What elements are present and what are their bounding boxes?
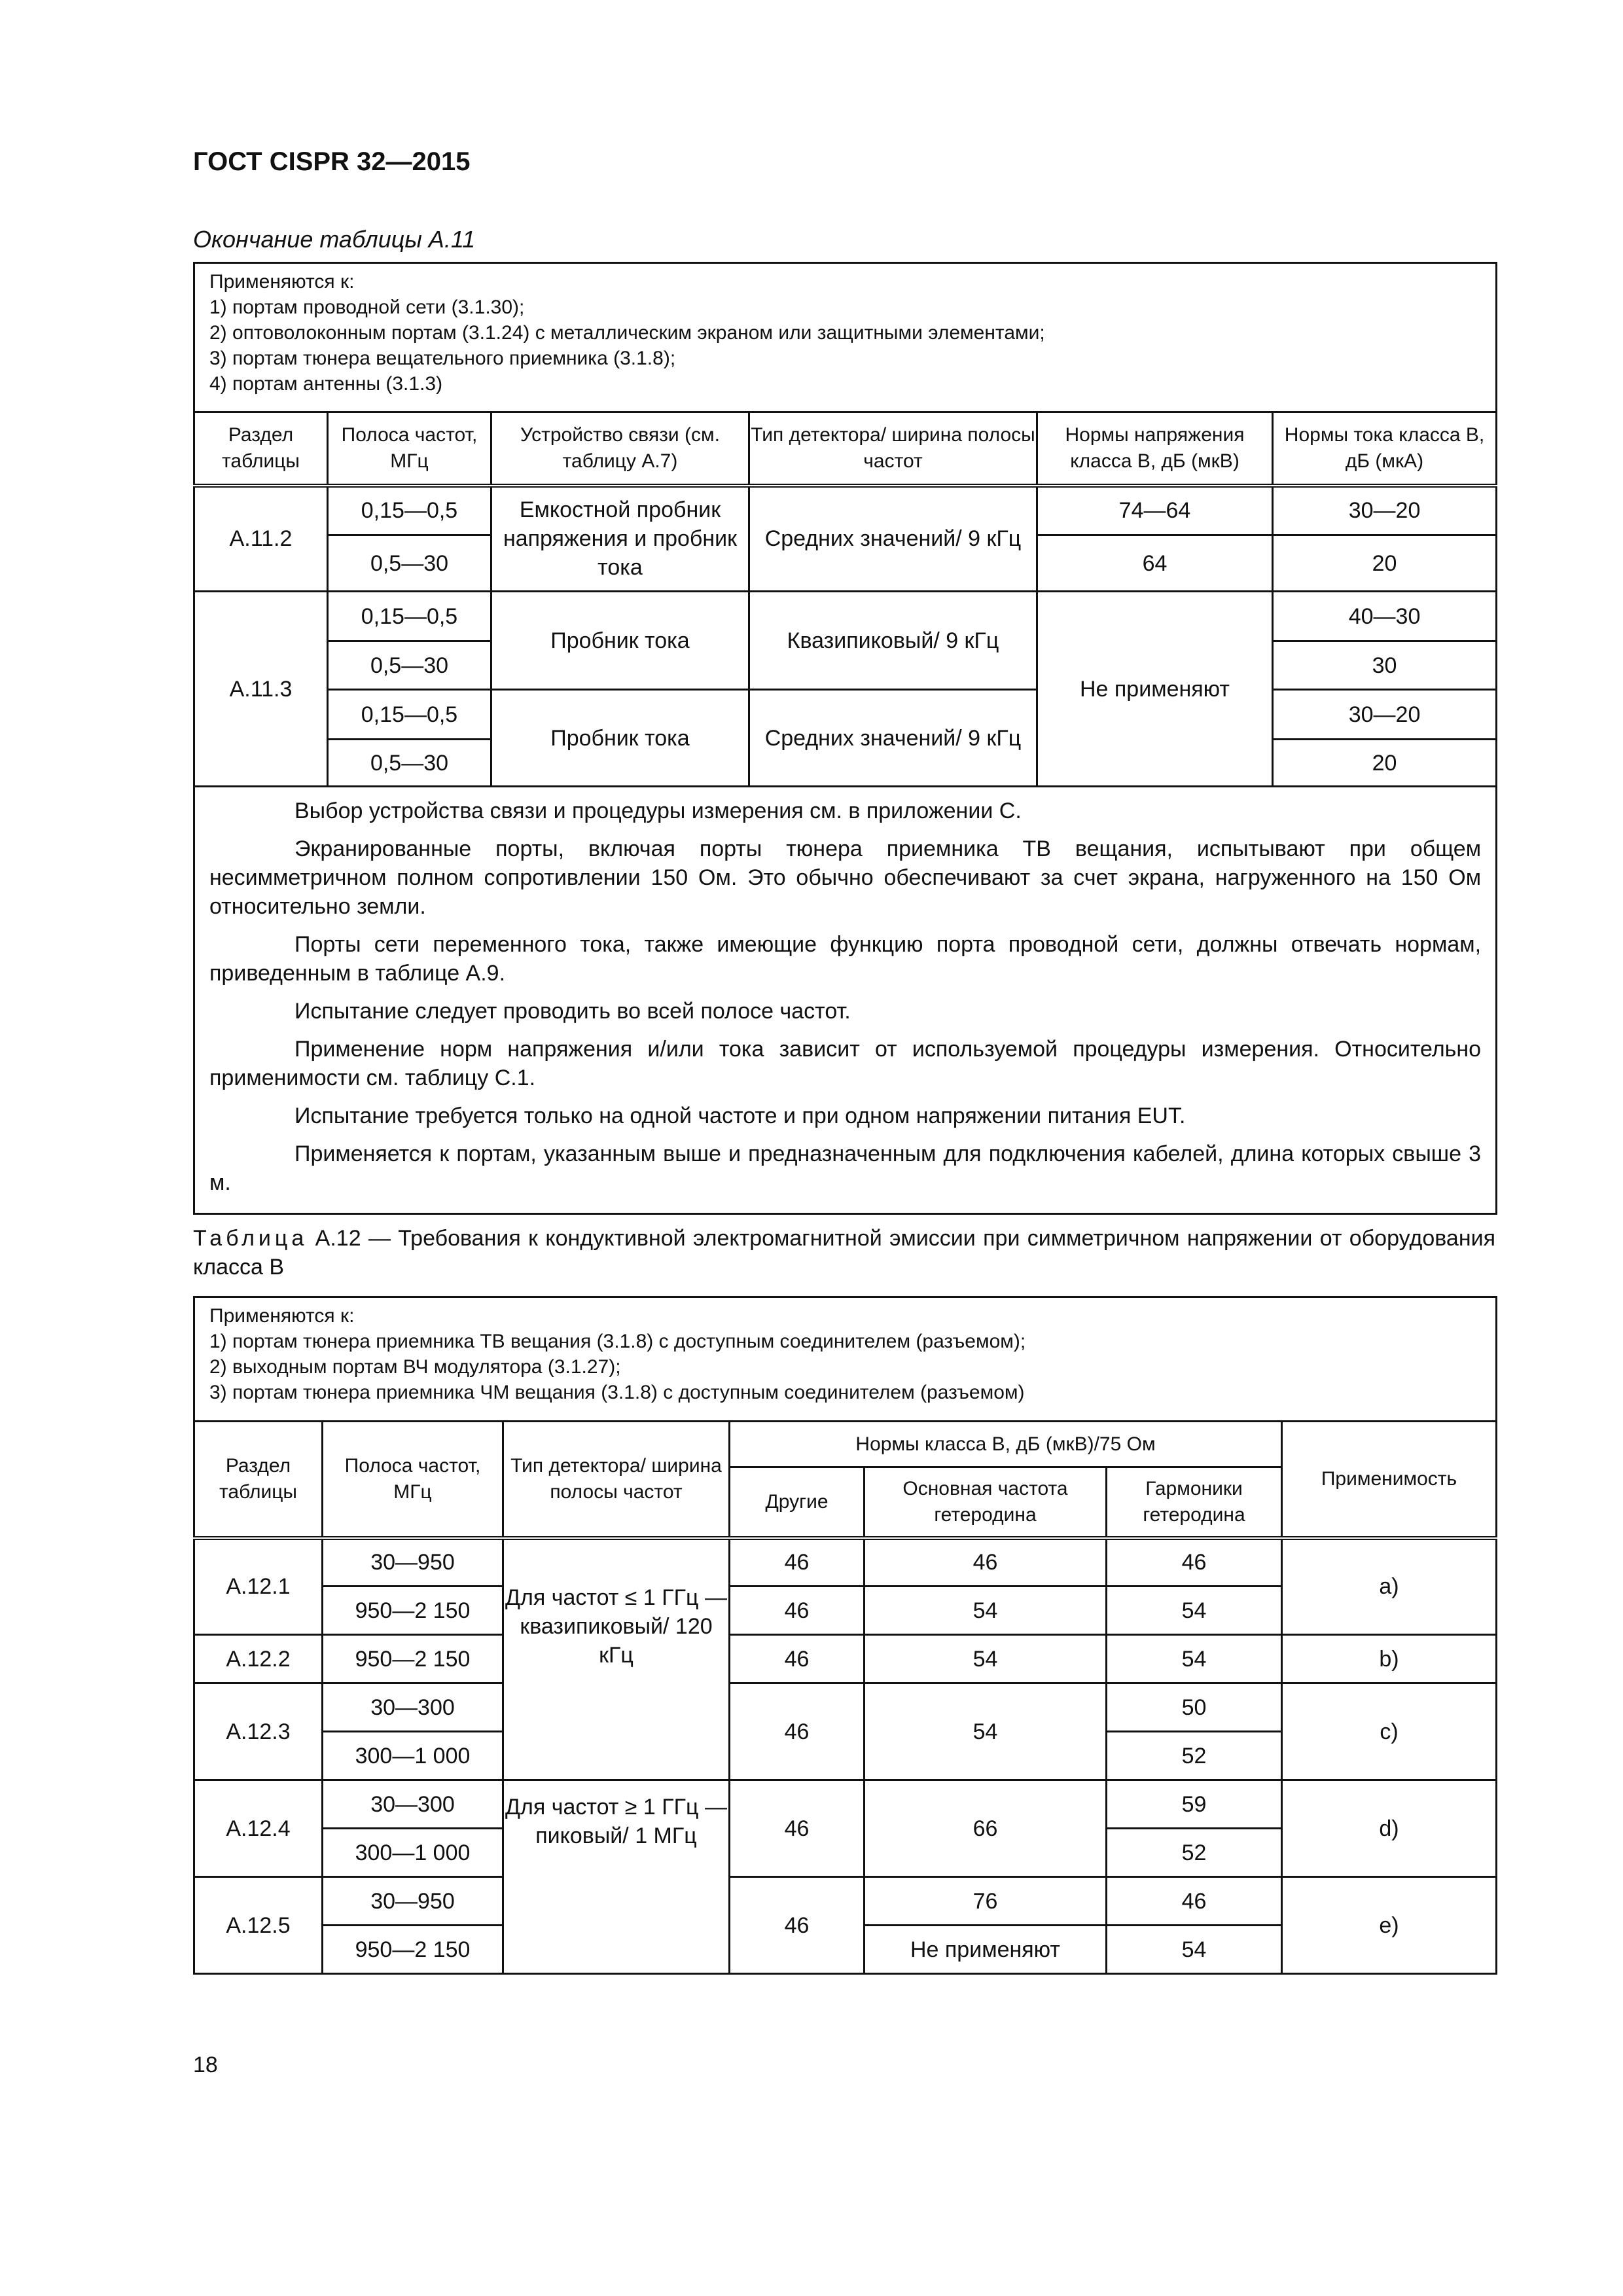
current-cell: 30—20: [1273, 690, 1497, 740]
applies-to-line: Применяются к:: [209, 1305, 355, 1327]
other-cell: 46: [730, 1538, 865, 1587]
column-header-coupling-device: Устройство связи (см. таблицу А.7): [491, 412, 749, 486]
fundamental-cell: 66: [865, 1780, 1107, 1877]
applies-to-block: [194, 1297, 1497, 1422]
applicability-cell: e): [1282, 1877, 1497, 1974]
applies-to-line: 3) портам тюнера приемника ЧМ вещания (3.1.8) с доступным соединителем (разъемом): [209, 1382, 1025, 1403]
other-cell: 46: [730, 1683, 865, 1780]
column-header-voltage-limits: Нормы напряжения класса В, дБ (мкВ): [1037, 412, 1273, 486]
column-header-current-limits: Нормы тока класса В, дБ (мкА): [1273, 412, 1497, 486]
section-cell: А.12.2: [194, 1635, 323, 1683]
other-cell: 46: [730, 1587, 865, 1635]
applies-to-line: 4) портам антенны (3.1.3): [209, 373, 443, 395]
column-header-norms-group: Нормы класса В, дБ (мкВ)/75 Ом: [730, 1422, 1282, 1467]
coupling-cell: Пробник тока: [491, 592, 749, 690]
table-a12-caption: [193, 1224, 1495, 1282]
column-header-detector: Тип детектора/ ширина полосы частот: [503, 1422, 730, 1538]
section-cell: А.11.2: [194, 486, 328, 592]
note-paragraph: Порты сети переменного тока, также имеющие функцию порта проводной сети, должны отвечать нормам, приведенным в таблице А.9.: [209, 932, 1482, 986]
note-paragraph: Испытание следует проводить во всей полосе частот.: [294, 999, 851, 1024]
detector-cell: Квазипиковый/ 9 кГц: [749, 592, 1037, 690]
section-cell: А.12.1: [194, 1538, 323, 1635]
applies-to-line: 3) портам тюнера вещательного приемника (3.1.8);: [209, 348, 676, 369]
voltage-cell: 74—64: [1037, 486, 1273, 535]
detector-cell: Средних значений/ 9 кГц: [749, 690, 1037, 787]
note-paragraph: Применение норм напряжения и/или тока зависит от используемой процедуры измерения. Относительно применимости см. таблицу С.1.: [209, 1037, 1482, 1090]
coupling-cell: Пробник тока: [491, 690, 749, 787]
fundamental-cell: 54: [865, 1587, 1107, 1635]
applicability-cell: c): [1282, 1683, 1497, 1780]
applies-to-line: 2) оптоволоконным портам (3.1.24) с металлическим экраном или защитными элементами;: [209, 322, 1045, 344]
current-cell: 20: [1273, 535, 1497, 592]
frequency-cell: 30—950: [323, 1538, 503, 1587]
harmonics-cell: 52: [1107, 1732, 1282, 1780]
fundamental-cell: Не применяют: [865, 1926, 1107, 1974]
document-header: ГОСТ CISPR 32—2015: [193, 147, 471, 176]
frequency-cell: 0,5—30: [328, 641, 491, 690]
harmonics-cell: 54: [1107, 1635, 1282, 1683]
applies-to-line: 1) портам проводной сети (3.1.30);: [209, 296, 525, 318]
note-paragraph: Применяется к портам, указанным выше и предназначенным для подключения кабелей, длина которых свыше 3 м.: [209, 1141, 1482, 1195]
notes-block: [194, 787, 1497, 1214]
frequency-cell: 30—300: [323, 1780, 503, 1829]
fundamental-cell: 54: [865, 1635, 1107, 1683]
frequency-cell: 30—950: [323, 1877, 503, 1926]
harmonics-cell: 59: [1107, 1780, 1282, 1829]
fundamental-cell: 46: [865, 1538, 1107, 1587]
current-cell: 30: [1273, 641, 1497, 690]
column-header-other: Другие: [730, 1467, 865, 1538]
column-header-section: Раздел таблицы: [194, 1422, 323, 1538]
detector-group-cell: Для частот ≥ 1 ГГц — пиковый/ 1 МГц: [503, 1780, 730, 1974]
current-cell: 30—20: [1273, 486, 1497, 535]
frequency-cell: 950—2 150: [323, 1926, 503, 1974]
harmonics-cell: 50: [1107, 1683, 1282, 1732]
column-header-frequency: Полоса частот, МГц: [323, 1422, 503, 1538]
other-cell: 46: [730, 1877, 865, 1974]
harmonics-cell: 46: [1107, 1877, 1282, 1926]
section-cell: А.12.4: [194, 1780, 323, 1877]
voltage-cell: Не применяют: [1037, 592, 1273, 787]
harmonics-cell: 46: [1107, 1538, 1282, 1587]
detector-group-cell: Для частот ≤ 1 ГГц — квазипиковый/ 120 кГц: [503, 1538, 730, 1780]
frequency-cell: 0,15—0,5: [328, 486, 491, 535]
frequency-cell: 300—1 000: [323, 1732, 503, 1780]
frequency-cell: 0,5—30: [328, 535, 491, 592]
caption-text: А.12 — Требования к кондуктивной электромагнитной эмиссии при симметричном напряжении от оборудования класса В: [193, 1226, 1495, 1280]
table-a11: [193, 262, 1497, 1215]
column-header-detector: Тип детектора/ ширина полосы частот: [749, 412, 1037, 486]
fundamental-cell: 76: [865, 1877, 1107, 1926]
applicability-cell: d): [1282, 1780, 1497, 1877]
other-cell: 46: [730, 1635, 865, 1683]
frequency-cell: 950—2 150: [323, 1587, 503, 1635]
note-paragraph: Выбор устройства связи и процедуры измерения см. в приложении С.: [294, 798, 1022, 823]
harmonics-cell: 54: [1107, 1587, 1282, 1635]
caption-label: Таблица: [193, 1226, 308, 1251]
applicability-cell: b): [1282, 1635, 1497, 1683]
frequency-cell: 0,5—30: [328, 740, 491, 787]
other-cell: 46: [730, 1780, 865, 1877]
note-paragraph: Испытание требуется только на одной частоте и при одном напряжении питания EUT.: [294, 1103, 1186, 1128]
column-header-applicability: Применимость: [1282, 1422, 1497, 1538]
harmonics-cell: 52: [1107, 1829, 1282, 1877]
column-header-lo-harmonics: Гармоники гетеродина: [1107, 1467, 1282, 1538]
section-cell: А.12.3: [194, 1683, 323, 1780]
current-cell: 20: [1273, 740, 1497, 787]
frequency-cell: 0,15—0,5: [328, 690, 491, 740]
frequency-cell: 30—300: [323, 1683, 503, 1732]
column-header-lo-fundamental: Основная частота гетеродина: [865, 1467, 1107, 1538]
table-a12: [193, 1296, 1497, 1975]
note-paragraph: Экранированные порты, включая порты тюнера приемника ТВ вещания, испытывают при общем несимметричном полном сопротивлении 150 Ом. Это обычно обеспечивают за счет экрана, нагруженного на 150 Ом относительно земли.: [209, 836, 1482, 919]
column-header-frequency: Полоса частот, МГц: [328, 412, 491, 486]
voltage-cell: 64: [1037, 535, 1273, 592]
frequency-cell: 0,15—0,5: [328, 592, 491, 641]
applies-to-line: 1) портам тюнера приемника ТВ вещания (3.1.8) с доступным соединителем (разъемом);: [209, 1331, 1026, 1352]
detector-cell: Средних значений/ 9 кГц: [749, 486, 1037, 592]
current-cell: 40—30: [1273, 592, 1497, 641]
table-a11-caption: Окончание таблицы А.11: [193, 226, 476, 253]
section-cell: А.12.5: [194, 1877, 323, 1974]
applies-to-line: Применяются к:: [209, 271, 355, 293]
coupling-cell: Емкостной пробник напряжения и пробник тока: [491, 486, 749, 592]
applies-to-block: [194, 263, 1497, 412]
harmonics-cell: 54: [1107, 1926, 1282, 1974]
applicability-cell: a): [1282, 1538, 1497, 1635]
fundamental-cell: 54: [865, 1683, 1107, 1780]
applies-to-line: 2) выходным портам ВЧ модулятора (3.1.27);: [209, 1356, 621, 1378]
section-cell: А.11.3: [194, 592, 328, 787]
column-header-section: Раздел таблицы: [194, 412, 328, 486]
page-number: 18: [193, 2053, 218, 2077]
frequency-cell: 950—2 150: [323, 1635, 503, 1683]
frequency-cell: 300—1 000: [323, 1829, 503, 1877]
